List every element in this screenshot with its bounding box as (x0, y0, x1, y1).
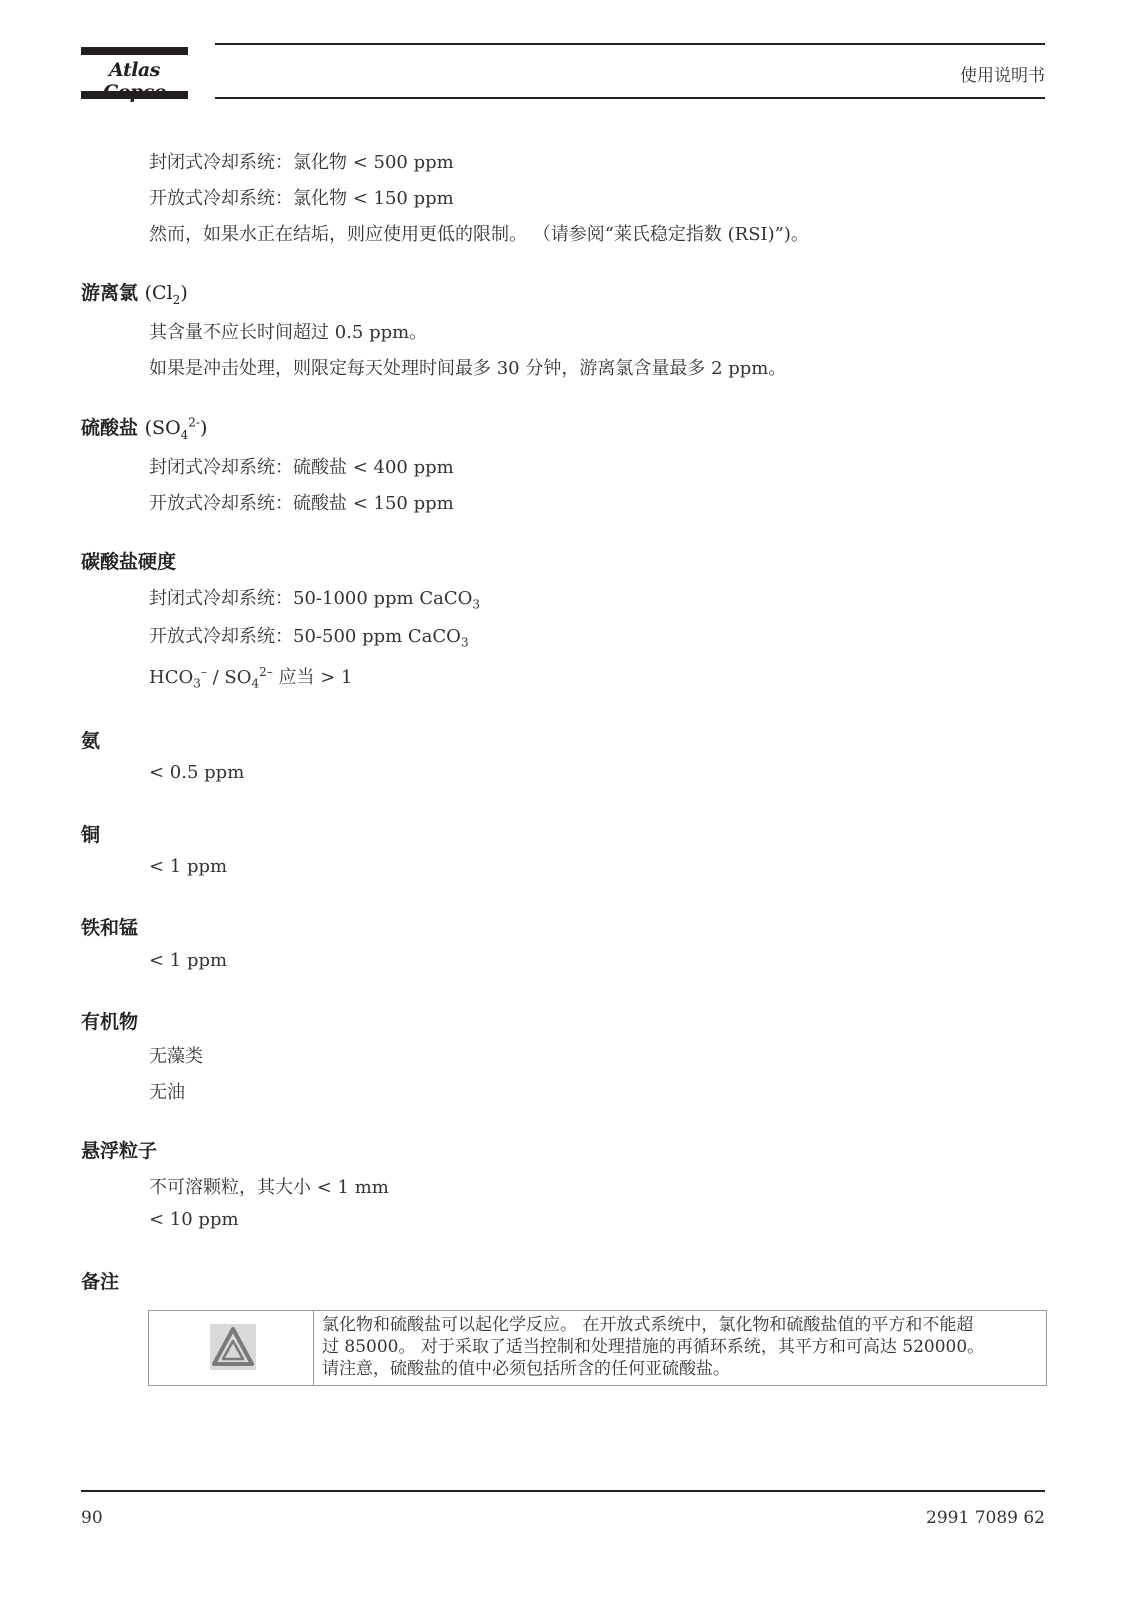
sulfate-open-system: 开放式冷却系统：硫酸盐 < 150 ppm (149, 493, 454, 514)
chloride-scaling-note: 然而，如果水正在结垢，则应使用更低的限制。 （请参阅“莱氏稳定指数 (RSI)”)。 (149, 224, 809, 245)
sulfate-title: 硫酸盐 (81, 417, 139, 439)
ammonia-heading: 氨 (81, 730, 101, 752)
sulfate-heading (81, 413, 207, 442)
remarks-heading: 备注 (81, 1271, 120, 1293)
chloride-closed-system: 封闭式冷却系统：氯化物 < 500 ppm (149, 152, 454, 173)
note-line-1: 氯化物和硫酸盐可以起化学反应。 在开放式系统中，氯化物和硫酸盐值的平方和不能超 (322, 1315, 974, 1335)
ammonia-value: < 0.5 ppm (149, 762, 245, 783)
suspended-line-1: 不可溶颗粒，其大小 < 1 mm (149, 1177, 389, 1198)
logo-text: Atlas (109, 59, 160, 81)
carbonate-closed-system: 封闭式冷却系统：50-1000 ppm CaCO$_3$ (149, 588, 481, 612)
note-text (322, 1314, 1042, 1380)
carbonate-open-system: 开放式冷却系统：50-500 ppm CaCO$_3$ (149, 626, 469, 650)
chloride-open-system: 开放式冷却系统：氯化物 < 150 ppm (149, 188, 454, 209)
page-number: 90 (81, 1508, 103, 1528)
suspended-line-2: < 10 ppm (149, 1209, 239, 1230)
organic-matter-heading: 有机物 (81, 1011, 139, 1033)
note-line-2: 过 85000。 对于采取了适当控制和处理措施的再循环系统，其平方和可高达 520000。 (322, 1337, 985, 1357)
suspended-particles-heading: 悬浮粒子 (81, 1140, 158, 1162)
carbonate-hardness-heading: 碳酸盐硬度 (81, 551, 177, 573)
organic-line-1: 无藻类 (149, 1046, 203, 1067)
copper-heading: 铜 (81, 824, 101, 846)
document-number: 2991 7089 62 (926, 1508, 1045, 1528)
logo-top-bar (81, 47, 188, 55)
organic-line-2: 无油 (149, 1082, 185, 1103)
copper-value: < 1 ppm (149, 856, 228, 877)
warning-triangle-icon (210, 1324, 256, 1370)
free-chlorine-line-2: 如果是冲击处理，则限定每天处理时间最多 30 分钟，游离氯含量最多 2 ppm。 (149, 358, 787, 379)
logo-bottom-bar (81, 91, 188, 99)
note-icon-cell (149, 1311, 314, 1385)
free-chlorine-title: 游离氯 (81, 282, 139, 304)
free-chlorine-formula: $(Cl_2)$ (144, 282, 188, 307)
remarks-note-box (148, 1310, 1047, 1386)
document-label: 使用说明书 (960, 66, 1045, 86)
bicarbonate-sulfate-ratio: $HCO_3^- / SO_4^{2-}$ 应当 > 1 (149, 665, 353, 691)
iron-manganese-value: < 1 ppm (149, 950, 228, 971)
free-chlorine-line-1: 其含量不应长时间超过 0.5 ppm。 (149, 322, 428, 343)
atlas-copco-logo (81, 47, 188, 99)
footer-rule (81, 1490, 1045, 1492)
sulfate-closed-system: 封闭式冷却系统：硫酸盐 < 400 ppm (149, 457, 454, 478)
iron-manganese-heading: 铁和锰 (81, 917, 139, 939)
header-bottom-rule (215, 97, 1045, 99)
note-line-3: 请注意，硫酸盐的值中必须包括所含的任何亚硫酸盐。 (322, 1359, 730, 1379)
header-top-rule (215, 43, 1045, 45)
sulfate-formula: $(SO_4^{2-})$ (144, 415, 208, 442)
free-chlorine-heading (81, 278, 188, 307)
